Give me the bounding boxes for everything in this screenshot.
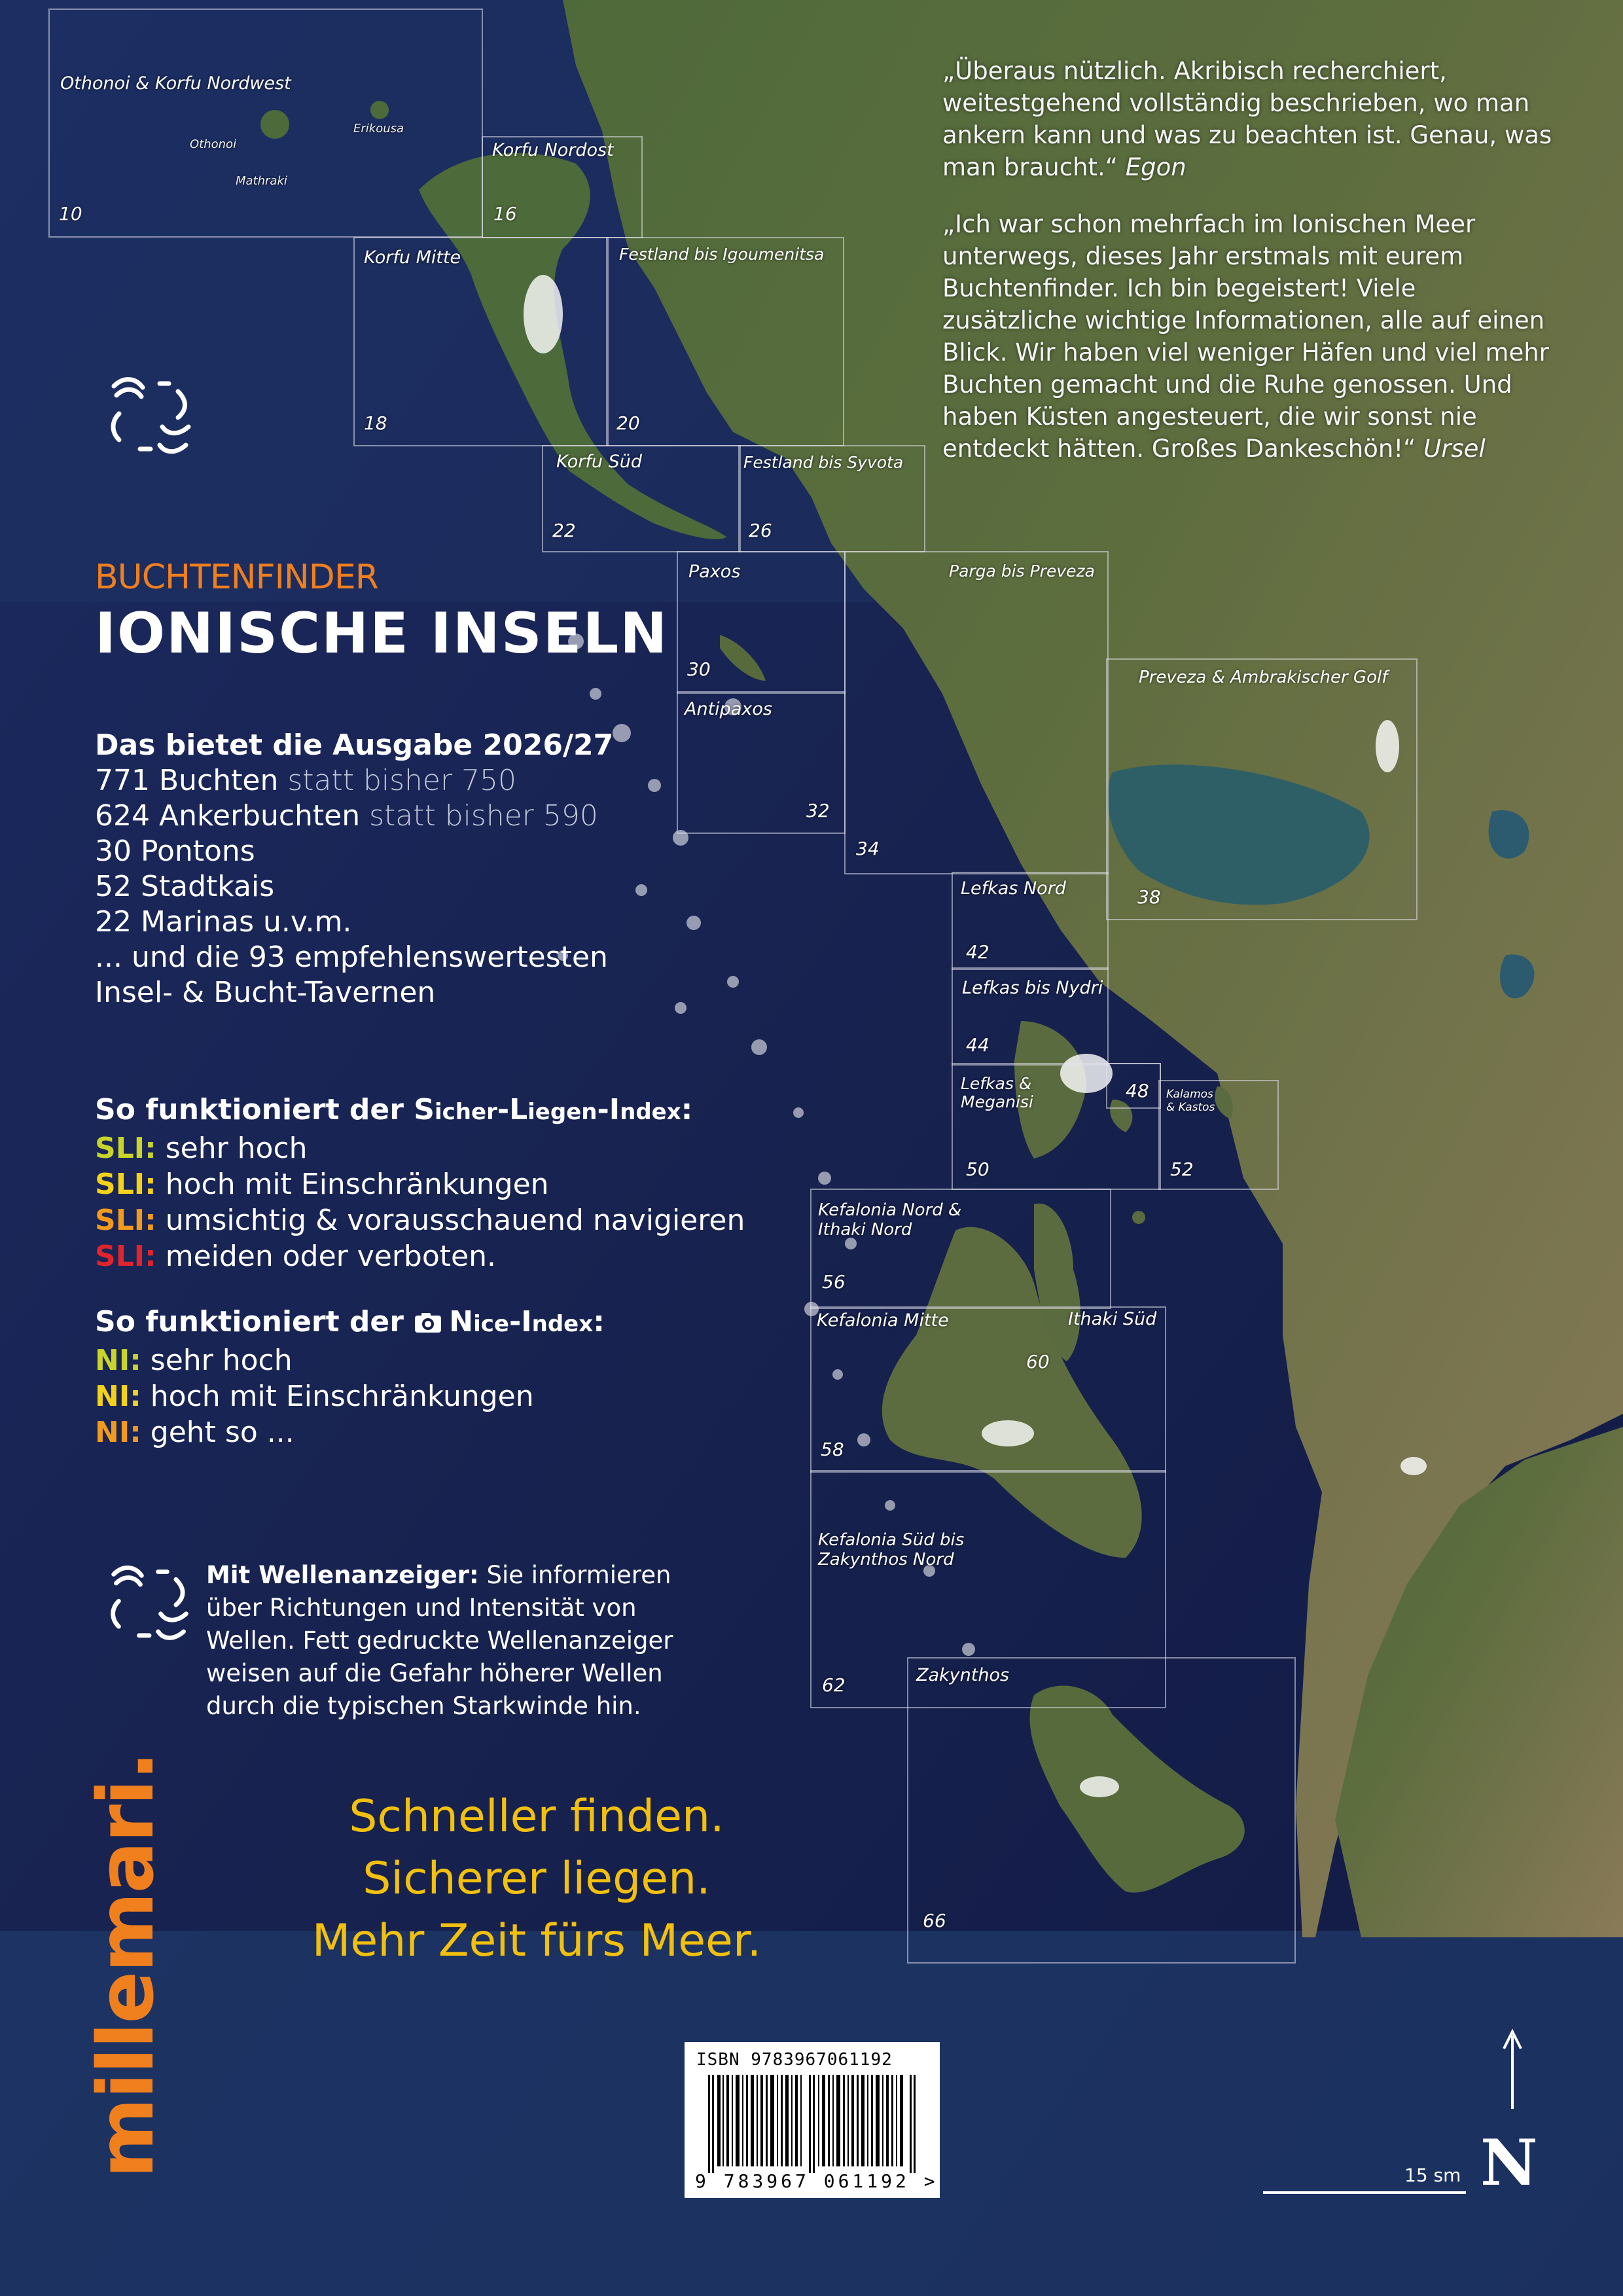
ni-legend xyxy=(95,1304,605,1450)
feature-row: 771 Buchten statt bisher 750 xyxy=(95,764,517,797)
feature-row: Insel- & Bucht-Tavernen xyxy=(95,976,436,1009)
feature-row: 30 Pontons xyxy=(95,834,255,868)
map-label-kefalonia-sued: Kefalonia Süd bis Zakynthos Nord xyxy=(818,1530,965,1570)
map-page-16: 16 xyxy=(493,203,517,224)
map-label-kefalonia-nord: Kefalonia Nord & Ithaki Nord xyxy=(818,1200,962,1240)
map-page-30: 30 xyxy=(687,658,711,680)
wave-indicator-description: Mit Wellenanzeiger: Sie informieren über Richtungen und Intensität von Wellen. Fett gedruckte Wellenanzeiger weisen auf die Gefahr höherer Wellen durch die typischen Starkwinde hin. xyxy=(206,1561,673,1720)
map-label-preveza-golf: Preveza & Ambrakischer Golf xyxy=(1139,668,1388,687)
edition-features xyxy=(95,728,613,1011)
map-page-52: 52 xyxy=(1170,1158,1194,1180)
map-label-korfu-sued: Korfu Süd xyxy=(556,452,642,472)
sli-row-very-high: SLI: sehr hoch xyxy=(95,1132,308,1165)
map-page-60: 60 xyxy=(1026,1351,1050,1372)
place-label-erikousa: Erikousa xyxy=(353,122,404,135)
map-page-48: 48 xyxy=(1126,1080,1149,1102)
map-label-lefkas-nydri: Lefkas bis Nydri xyxy=(962,978,1103,998)
camera-icon xyxy=(414,1312,442,1334)
ni-row-ok: NI: geht so ... xyxy=(95,1416,294,1449)
slogan-line: Schneller finden. xyxy=(349,1791,724,1842)
testimonial-egon: „Überaus nützlich. Akribisch recherchiert, weitestgehend vollständig beschrieben, wo man ankern kann und was zu beachten ist. Genau, was man braucht.“ Egon xyxy=(942,57,1552,181)
place-label-othonoi: Othonoi xyxy=(190,137,237,151)
feature-row: 624 Ankerbuchten statt bisher 590 xyxy=(95,799,598,833)
slogan-line: Mehr Zeit fürs Meer. xyxy=(312,1915,762,1967)
map-page-42: 42 xyxy=(966,941,990,963)
map-page-56: 56 xyxy=(822,1271,846,1293)
edition-heading: Das bietet die Ausgabe 2026/27 xyxy=(95,728,614,762)
map-label-antipaxos: Antipaxos xyxy=(685,699,772,719)
map-page-34: 34 xyxy=(856,838,880,859)
map-label-kefalonia-mitte: Kefalonia Mitte xyxy=(817,1310,949,1331)
testimonials xyxy=(942,55,1558,490)
sli-row-high: SLI: hoch mit Einschränkungen xyxy=(95,1168,549,1201)
wave-indicator-icon xyxy=(105,372,199,466)
map-frame-othonoi xyxy=(48,9,483,238)
map-page-38: 38 xyxy=(1137,886,1161,908)
barcode-bars xyxy=(708,2075,918,2173)
map-label-lefkas-meganisi: Lefkas & Meganisi xyxy=(961,1074,1033,1111)
map-page-62: 62 xyxy=(822,1674,846,1696)
map-label-parga-preveza: Parga bis Preveza xyxy=(949,562,1095,581)
ni-row-very-high: NI: sehr hoch xyxy=(95,1344,293,1377)
sli-row-avoid: SLI: meiden oder verboten. xyxy=(95,1240,496,1273)
north-label: N xyxy=(1480,2126,1538,2200)
publisher-logo: millemari. xyxy=(80,1752,171,2178)
sli-row-careful: SLI: umsichtig & vorausschauend navigieren xyxy=(95,1204,745,1237)
isbn-label: ISBN 9783967061192 xyxy=(696,2050,893,2070)
map-label-kalamos: Kalamos & Kastos xyxy=(1166,1088,1215,1114)
ni-heading: So funktioniert der Nice-Index: xyxy=(95,1305,605,1338)
map-frame-parga-preveza xyxy=(844,551,1109,874)
map-label-zakynthos: Zakynthos xyxy=(916,1665,1010,1685)
map-frame-kefalonia-mitte xyxy=(810,1306,1166,1473)
slogan xyxy=(236,1785,838,1972)
map-label-lefkas-nord: Lefkas Nord xyxy=(961,878,1066,899)
map-label-paxos: Paxos xyxy=(688,562,741,582)
map-label-korfu-mitte: Korfu Mitte xyxy=(364,247,461,268)
map-page-32: 32 xyxy=(806,800,830,821)
map-label-festland-syvota: Festland bis Syvota xyxy=(743,453,904,472)
map-label-korfu-nordost: Korfu Nordost xyxy=(492,140,614,160)
testimonial-ursel: „Ich war schon mehrfach im Ionischen Meer unterwegs, dieses Jahr erstmals mit eurem Buchtenfinder. Ich bin begeistert! Viele zusätzliche wichtige Informationen, alle auf einen Blick. Wir haben viel weniger Häfen und viel mehr Buchten gemacht und die Ruhe genossen. Und haben Küsten angesteuert, die wir sonst nie entdeckt hätten. Großes Dankeschön!“ Ursel xyxy=(942,210,1549,463)
ni-row-high: NI: hoch mit Einschränkungen xyxy=(95,1380,534,1413)
map-page-44: 44 xyxy=(966,1034,990,1056)
map-page-50: 50 xyxy=(966,1158,990,1180)
map-page-66: 66 xyxy=(923,1910,946,1931)
slogan-line: Sicherer liegen. xyxy=(363,1853,711,1905)
isbn-barcode xyxy=(685,2042,940,2198)
map-page-22: 22 xyxy=(552,520,576,541)
map-frame-zakynthos xyxy=(907,1657,1296,1964)
place-label-mathraki: Mathraki xyxy=(236,174,287,188)
feature-row: 22 Marinas u.v.m. xyxy=(95,905,352,939)
map-frame-festland-igoumenitsa xyxy=(606,237,844,446)
map-page-26: 26 xyxy=(749,520,772,541)
map-label-ithaki-sued: Ithaki Süd xyxy=(1068,1309,1157,1329)
sli-legend xyxy=(95,1092,745,1274)
isbn-number: 9 783967 061192 > xyxy=(695,2170,938,2192)
map-page-10: 10 xyxy=(59,203,82,224)
map-page-18: 18 xyxy=(364,412,387,434)
sli-heading: So funktioniert der Sicher-Liegen-Index: xyxy=(95,1093,693,1126)
wave-indicator-icon xyxy=(105,1560,196,1652)
map-label-festland-igoumenitsa: Festland bis Igoumenitsa xyxy=(619,245,825,264)
map-frame-preveza-golf xyxy=(1106,658,1418,920)
map-frame-korfu-mitte xyxy=(353,237,609,446)
feature-row: ... und die 93 empfehlenswertesten xyxy=(95,941,608,974)
map-label-othonoi: Othonoi & Korfu Nordwest xyxy=(60,73,291,94)
map-page-20: 20 xyxy=(616,412,640,434)
map-page-58: 58 xyxy=(821,1439,844,1460)
series-title: BUCHTENFINDER xyxy=(95,558,378,597)
book-title: IONISCHE INSELN xyxy=(95,601,669,666)
scale-label: 15 sm xyxy=(1404,2164,1461,2186)
feature-row: 52 Stadtkais xyxy=(95,870,275,903)
